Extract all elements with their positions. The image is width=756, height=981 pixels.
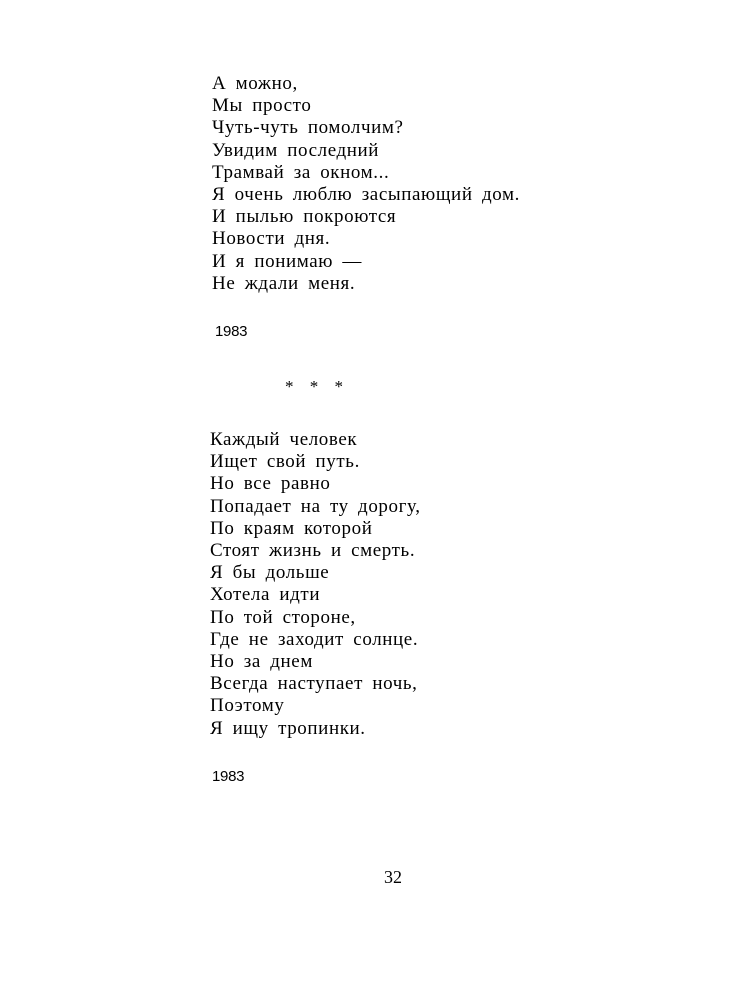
poem-line: Всегда наступает ночь,	[210, 673, 418, 695]
poem-line: И я понимаю —	[212, 250, 363, 272]
poem-line: Но все равно	[210, 473, 331, 495]
poem-line: А можно,	[212, 73, 298, 94]
poem-line: И пылью покроются	[212, 206, 397, 228]
poem-1-year: 1983	[215, 323, 248, 340]
poem-line: Мы просто	[212, 95, 312, 117]
poem-line: Где не заходит солнце.	[210, 628, 419, 650]
poem-line: Попадает на ту дорогу,	[210, 495, 421, 517]
poem-line: Ищет свой путь.	[210, 451, 360, 473]
poem-line: Увидим последний	[212, 139, 380, 161]
poem-line: Я очень люблю засыпающий дом.	[212, 184, 520, 206]
poem-line: Чуть-чуть помолчим?	[212, 117, 404, 139]
poem-line: По краям которой	[210, 517, 373, 539]
poem-line: По той стороне,	[210, 606, 356, 628]
poem-line: Но за днем	[210, 651, 313, 673]
poem-line: Не ждали меня.	[212, 272, 356, 294]
poem-1	[212, 73, 520, 295]
poem-line: Я бы дольше	[210, 562, 330, 584]
section-separator: * * *	[285, 377, 349, 396]
poem-2-year: 1983	[212, 768, 245, 785]
poem-line: Новости дня.	[212, 228, 331, 250]
poem-line: Хотела идти	[210, 584, 321, 606]
poem-2	[210, 429, 421, 740]
poem-line: Каждый человек	[210, 429, 358, 450]
poem-line: Трамвай за окном...	[212, 161, 390, 183]
poem-line: Поэтому	[210, 695, 285, 717]
poem-line: Стоят жизнь и смерть.	[210, 540, 416, 562]
poem-line: Я ищу тропинки.	[210, 717, 366, 739]
page-number: 32	[384, 867, 402, 887]
